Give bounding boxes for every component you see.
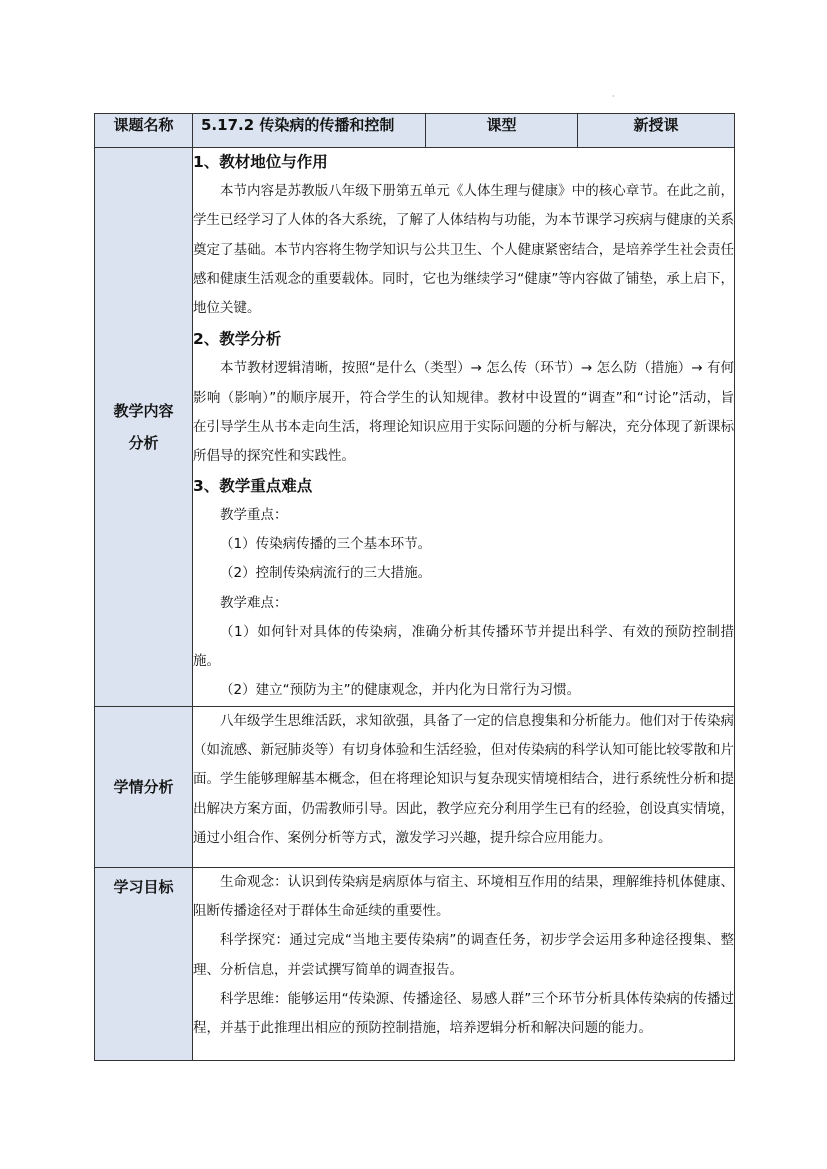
header-row — [95, 114, 735, 148]
lesson-plan-table — [94, 113, 735, 1061]
student-analysis-text: 八年级学生思维活跃，求知欲强，具备了一定的信息搜集和分析能力。他们对于传染病（如流感、新冠肺炎等）有切身体验和生活经验，但对传染病的科学认知可能比较零散和片面。学生能够理解基本概念，但在将理论知识与复杂现实情境相结合，进行系统性分析和提出解决方案方面，仍需教师引导。因此，教学应充分利用学生已有的经验，创设真实情境，通过小组合作、案例分析等方式，激发学习兴趣，提升综合应用能力。 — [193, 712, 734, 846]
course-label: 课题名称 — [95, 114, 193, 148]
difficulty-2: （2）建立“预防为主”的健康观念，并内化为日常行为习惯。 — [220, 682, 581, 699]
objective-scientific-inquiry: 科学探究：通过完成“当地主要传染病”的调查任务，初步学会运用多种途径搜集、整理、分析信息，并尝试撰写简单的调查报告。 — [193, 932, 734, 978]
section-2-heading: 2、教学分析 — [193, 330, 282, 349]
content-analysis-label-line1: 教学内容 — [113, 401, 174, 420]
content-analysis-label — [95, 148, 193, 707]
course-title: 5.17.2 传染病的传播和控制 — [193, 114, 426, 148]
section-1-heading: 1、教材地位与作用 — [193, 153, 328, 171]
content-analysis-label-line2: 分析 — [128, 433, 159, 452]
section-3-heading: 3、教学重点难点 — [193, 476, 313, 495]
objectives-label: 学习目标 — [95, 867, 193, 1060]
student-analysis-label: 学情分析 — [95, 706, 193, 867]
difficulty-label: 教学难点： — [220, 594, 288, 611]
objectives-body — [193, 867, 735, 1060]
key-point-1: （1）传染病传播的三个基本环节。 — [220, 535, 432, 552]
content-analysis-row — [95, 148, 735, 707]
difficulty-1: （1）如何针对具体的传染病，准确分析其传播环节并提出科学、有效的预防控制措施。 — [193, 623, 734, 670]
section-2-text: 本节教材逻辑清晰，按照“是什么（类型）→ 怎么传（环节）→ 怎么防（措施）→ 有何影响（影响）”的顺序展开，符合学生的认知规律。教材中设置的“调查”和“讨论”活动，旨在引导学生从书本走向生活，将理论知识应用于实际问题的分析与解决，充分体现了新课标所倡导的探究性和实践性。 — [193, 360, 734, 465]
student-analysis-row — [95, 706, 735, 867]
type-value: 新授课 — [578, 114, 735, 148]
objectives-row — [95, 867, 735, 1060]
content-analysis-body — [193, 148, 735, 707]
objective-scientific-thinking: 科学思维：能够运用“传染源、传播途径、易感人群”三个环节分析具体传染病的传播过程，并基于此推理出相应的预防控制措施，培养逻辑分析和解决问题的能力。 — [193, 990, 734, 1037]
key-point-2: （2）控制传染病流行的三大措施。 — [220, 565, 432, 582]
student-analysis-body — [193, 706, 735, 867]
objective-life-concept: 生命观念：认识到传染病是病原体与宿主、环境相互作用的结果，理解维持机体健康、阻断传播途径对于群体生命延续的重要性。 — [193, 873, 734, 920]
type-label: 课型 — [426, 114, 578, 148]
page-mark: · — [612, 92, 615, 101]
key-points-label: 教学重点： — [220, 506, 288, 523]
section-1-text: 本节内容是苏教版八年级下册第五单元《人体生理与健康》中的核心章节。在此之前，学生已经学习了人体的各大系统，了解了人体结构与功能，为本节课学习疾病与健康的关系奠定了基础。本节内容将生物学知识与公共卫生、个人健康紧密结合，是培养学生社会责任感和健康生活观念的重要载体。同时，它也为继续学习“健康”等内容做了铺垫，承上启下，地位关键。 — [193, 183, 734, 317]
